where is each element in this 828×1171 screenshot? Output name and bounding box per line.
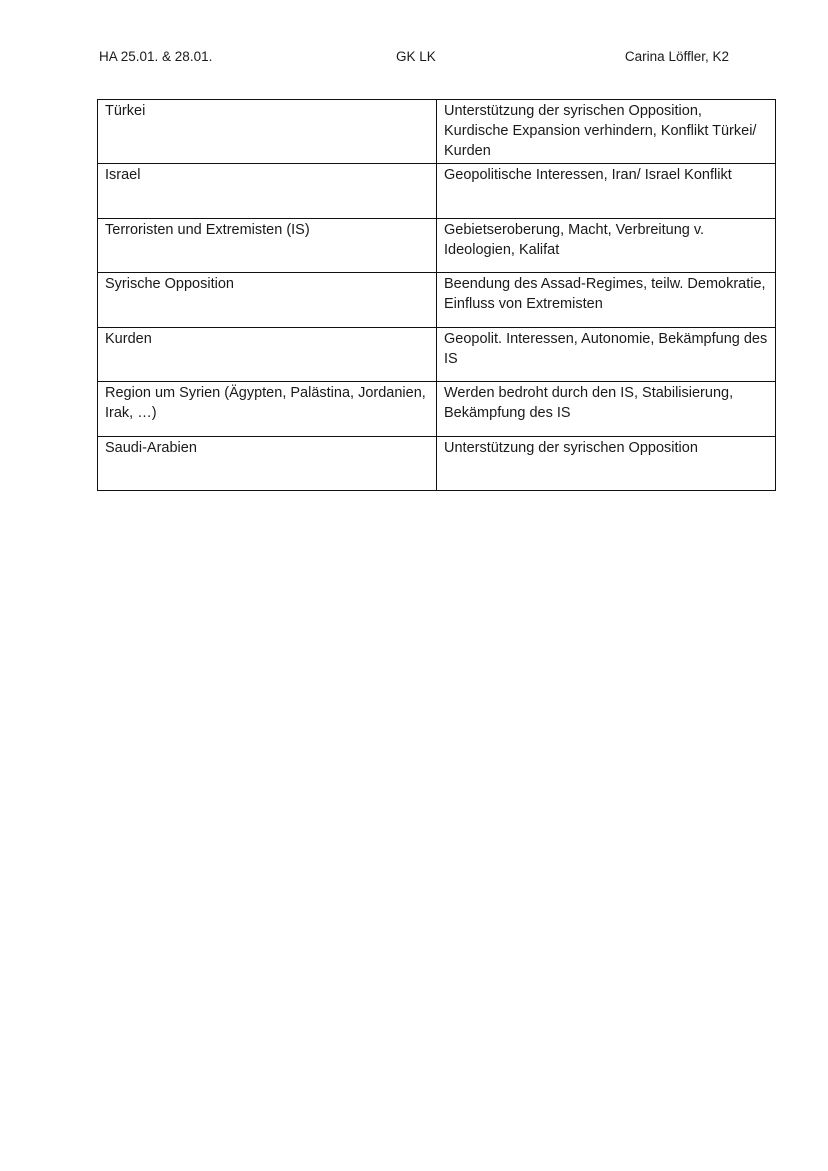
actor-cell: Israel xyxy=(98,164,437,219)
table-row xyxy=(98,218,776,273)
interests-cell: Unterstützung der syrischen Opposition xyxy=(437,436,776,491)
actor-cell: Terroristen und Extremisten (IS) xyxy=(98,218,437,273)
interests-cell: Werden bedroht durch den IS, Stabilisierung, Bekämpfung des IS xyxy=(437,382,776,437)
actor-cell: Kurden xyxy=(98,327,437,382)
actor-cell: Region um Syrien (Ägypten, Palästina, Jordanien, Irak, …) xyxy=(98,382,437,437)
table-row xyxy=(98,327,776,382)
page-header xyxy=(0,49,828,69)
actor-cell: Türkei xyxy=(98,100,437,164)
table-row xyxy=(98,273,776,328)
interests-cell: Unterstützung der syrischen Opposition, Kurdische Expansion verhindern, Konflikt Türkei/ Kurden xyxy=(437,100,776,164)
header-course: GK LK xyxy=(396,49,436,64)
interests-cell: Geopolit. Interessen, Autonomie, Bekämpfung des IS xyxy=(437,327,776,382)
table-row xyxy=(98,100,776,164)
header-author: Carina Löffler, K2 xyxy=(624,49,729,64)
actor-cell: Saudi-Arabien xyxy=(98,436,437,491)
interests-cell: Gebietseroberung, Macht, Verbreitung v. Ideologien, Kalifat xyxy=(437,218,776,273)
header-assignment-date: HA 25.01. & 28.01. xyxy=(99,49,213,64)
interests-cell: Beendung des Assad-Regimes, teilw. Demokratie, Einfluss von Extremisten xyxy=(437,273,776,328)
table-row xyxy=(98,164,776,219)
table-row xyxy=(98,382,776,437)
table-row xyxy=(98,436,776,491)
actor-cell: Syrische Opposition xyxy=(98,273,437,328)
actors-interests-table xyxy=(97,99,776,491)
interests-cell: Geopolitische Interessen, Iran/ Israel Konflikt xyxy=(437,164,776,219)
